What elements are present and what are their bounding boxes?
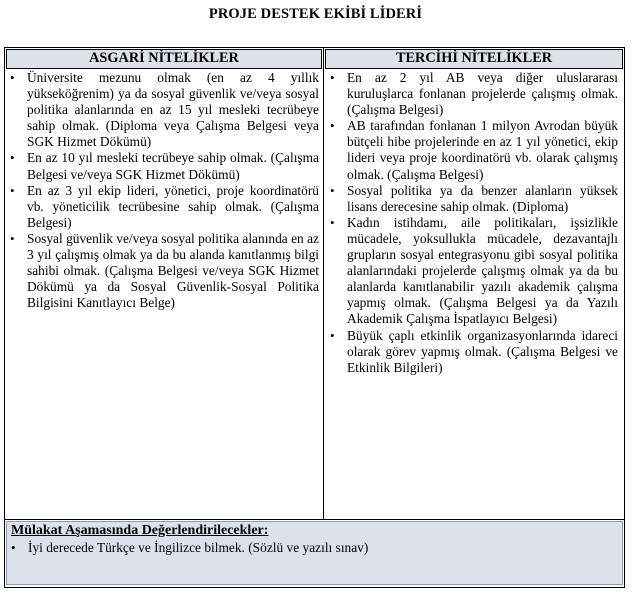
list-item <box>330 118 618 182</box>
list-item-text: AB tarafından fonlanan 1 milyon Avrodan büyük bütçeli hibe projelerinde en az 1 yıl yönetici, ekip lideri veya proje koordinatörü vb. olarak çalışmış olmak. (Çalışma Belgesi) <box>347 118 618 182</box>
bullet-icon: • <box>10 70 15 85</box>
list-item <box>11 539 608 556</box>
list-item <box>10 231 319 311</box>
list-item-text: En az 2 yıl AB veya diğer uluslararası kuruluşlarca fonlanan projelerde çalışmış olmak. (Çalışma Belgesi) <box>347 70 618 118</box>
preferred-qualifications-header: TERCİHİ NİTELİKLER <box>325 49 623 69</box>
bullet-icon: • <box>330 70 335 85</box>
bullet-icon: • <box>11 540 16 555</box>
list-item-text: En az 10 yıl mesleki tecrübeye sahip olmak. (Çalışma Belgesi ve/veya SGK Hizmet Dökümü) <box>27 150 319 182</box>
interview-title: Mülakat Aşamasında Değerlendirilecekler: <box>11 523 269 538</box>
bullet-icon: • <box>10 150 15 166</box>
list-item-text: Sosyal politika ya da benzer alanların yüksek lisans derecesine sahip olmak. (Diploma) <box>347 182 618 214</box>
list-item <box>10 183 319 231</box>
interview-section <box>6 521 623 585</box>
list-item-text: Üniversite mezunu olmak (en az 4 yıllık yükseköğrenim) ya da sosyal güvenlik ve/veya sosyal politika alanlarında en az 15 yıl mesleki tecrübeye sahip olmak. (Diploma veya Çalışma Belgesi veya SGK Hizmet Dökümü) <box>27 70 319 150</box>
bullet-icon: • <box>10 230 15 246</box>
list-item-text: Kadın istihdamı, aile politikaları, işsizlikle mücadele, yoksullukla mücadele, dezavantajlı grupların sosyal entegrasyonu gibi sosyal politika alanlarındaki projelerde çalışmış olmak ya da bu alanlarda kanıtlanabilir yazılı akademik çalışma yapmış olmak. (Çalışma Belgesi ya da Yazılı Akademik Çalışma İspatlayıcı Belgesi) <box>347 214 618 327</box>
row-divider <box>4 519 625 520</box>
list-item <box>330 70 618 118</box>
list-item <box>330 328 618 376</box>
bullet-icon: • <box>330 182 335 198</box>
minimum-qualifications-header: ASGARİ NİTELİKLER <box>6 49 322 69</box>
column-divider <box>323 47 324 519</box>
preferred-qualifications-list <box>330 70 618 376</box>
list-item-text: İyi derecede Türkçe ve İngilizce bilmek. (Sözlü ve yazılı sınav) <box>28 540 369 555</box>
page-title: PROJE DESTEK EKİBİ LİDERİ <box>208 6 423 22</box>
bullet-icon: • <box>330 118 335 134</box>
list-item <box>330 183 618 215</box>
minimum-qualifications-list <box>10 70 319 311</box>
list-item-text: Sosyal güvenlik ve/veya sosyal politika alanında en az 3 yıl çalışmış olmak ya da bu alanda kanıtlanmış bilgi sahibi olmak. (Çalışma Belgesi ve/veya SGK Hizmet Dökümü ya da Sosyal Güvenlik-Sosyal Politika Bilgisini Kanıtlayıcı Belge) <box>27 230 319 311</box>
list-item <box>330 215 618 328</box>
bullet-icon: • <box>10 182 15 198</box>
list-item-text: Büyük çaplı etkinlik organizasyonlarında idareci olarak görev yapmış olmak. (Çalışma Belgesi ve Etkinlik Bilgileri) <box>347 327 618 375</box>
list-item <box>10 150 319 182</box>
bullet-icon: • <box>330 214 335 230</box>
bullet-icon: • <box>330 327 335 343</box>
list-item <box>10 70 319 150</box>
list-item-text: En az 3 yıl ekip lideri, yönetici, proje koordinatörü vb. yöneticilik tecrübesine sahip olmak. (Çalışma Belgesi) <box>27 182 319 230</box>
